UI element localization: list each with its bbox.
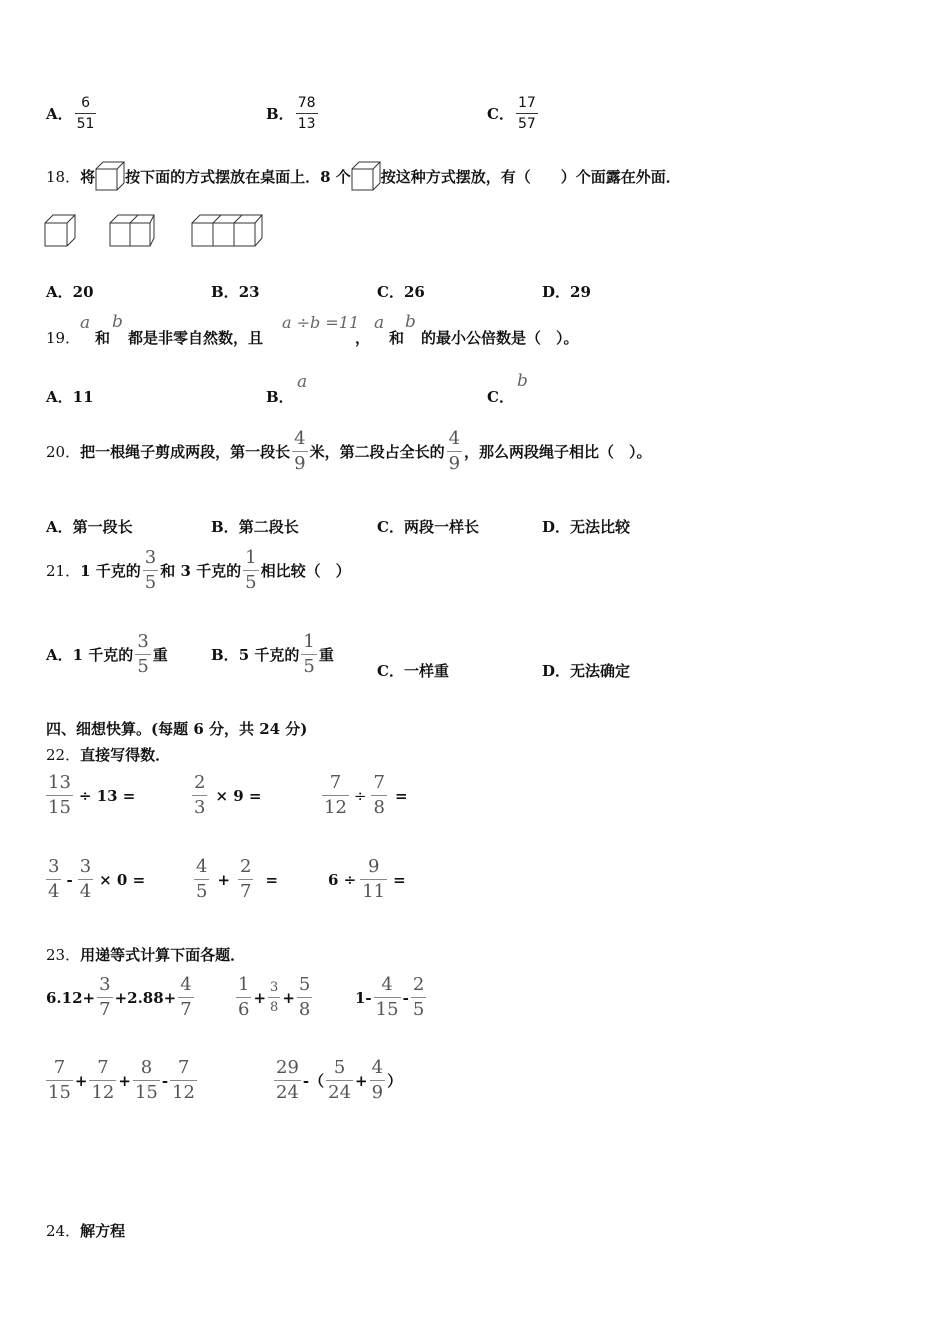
fraction [516,96,538,131]
denominator: 24 [276,1082,299,1103]
fraction [194,858,209,901]
option-text: 1 千克的 [72,646,134,664]
option-letter: A． [46,105,73,123]
operator: ） [387,1072,403,1090]
q18-option-b [211,281,260,302]
option-letter: C． [487,105,514,123]
question-number: 18． [46,167,81,186]
denominator: 4 [48,881,60,902]
option-value: 26 [403,283,425,301]
option-value: 20 [72,283,94,301]
denominator: 9 [294,453,306,474]
q19-text-mid: 都是非零自然数，且 [128,329,264,347]
q23-heading [46,944,245,965]
denominator: 8 [373,797,385,818]
numerator: 7 [329,772,342,793]
q20-option-c [377,516,479,537]
question-number: 22． [46,746,81,764]
fraction [46,1059,73,1102]
numerator: 2 [240,856,252,877]
denominator: 11 [362,881,386,902]
fraction [292,430,307,473]
numerator: 13 [48,772,71,793]
fraction [371,774,386,817]
expr-text: 6.12+ [46,988,96,1007]
denominator: 5 [196,881,208,902]
q22-expr-2 [190,774,261,817]
numerator: 1 [245,547,257,568]
option-letter: A． [46,388,73,406]
fraction [170,1059,197,1102]
q21-text: 1 千克的 [80,562,141,580]
option-letter: D． [542,662,571,680]
fraction [360,858,387,901]
q21-option-a [46,633,168,676]
numerator: 1 [303,631,315,652]
q21-option-c [377,660,449,681]
option-letter: A． [46,283,73,301]
denominator: 12 [91,1082,115,1103]
option-value: 第一段长 [72,518,133,536]
numerator: 2 [412,974,425,995]
option-text: 重 [318,646,334,664]
q21-text: 和 3 千克的 [160,562,242,580]
numerator: 4 [381,974,393,995]
q19-var-a-2: a [374,313,385,333]
expr-rest: = [394,786,408,805]
expr-rest: × 0 = [99,870,146,889]
fraction [46,858,61,901]
denominator: 8 [298,999,311,1020]
numerator: 3 [48,856,60,877]
q20-option-d [542,516,630,537]
numerator: 7 [177,1057,190,1078]
numerator: 1 [238,974,250,995]
option-text: 5 千克的 [238,646,300,664]
numerator: 3 [137,631,149,652]
q23-calc-1 [46,976,196,1019]
q19-var-a: a [80,313,91,333]
fraction [370,1059,385,1102]
q21-option-d [542,660,630,681]
numerator: 6 [81,95,91,111]
fraction [89,1059,116,1102]
fraction [46,774,73,817]
fraction [243,549,258,592]
question-number: 24． [46,1222,81,1240]
option-letter: B． [211,283,239,301]
operator: -（ [302,1072,325,1090]
option-letter: C． [377,662,404,680]
operator: + [253,988,267,1007]
numerator: 4 [196,856,208,877]
q22-heading [46,744,170,765]
numerator: 8 [140,1057,153,1078]
denominator: 7 [180,999,192,1020]
option-value: 无法比较 [570,518,631,536]
operator: + [282,988,295,1007]
q22-expr-4 [44,858,145,901]
numerator: 3 [144,547,157,568]
q21-option-b [211,633,334,676]
numerator: 5 [333,1057,346,1078]
denominator: 4 [79,881,92,902]
option-letter: B． [211,518,239,536]
denominator: 5 [144,572,157,593]
question-number: 21． [46,562,81,580]
fraction [75,96,97,131]
q18-text: 将 [80,167,96,186]
q18-option-a [46,281,94,302]
expr-rest: × 9 = [215,786,262,805]
numerator: 29 [276,1057,299,1078]
option-value: 29 [570,283,591,301]
q17-option-b [266,96,320,131]
q18-option-d [542,281,591,302]
option-letter: B． [211,646,239,664]
question-title: 解方程 [80,1222,126,1240]
denominator: 24 [328,1082,352,1103]
numerator: 17 [517,95,536,111]
fraction [78,858,93,901]
operator: + [355,1071,368,1090]
q19-text-end: 的最小公倍数是（ ）。 [421,329,579,347]
q19-comma: ， [355,329,371,347]
numerator: 3 [270,980,279,995]
option-value: 23 [238,283,260,301]
denominator: 5 [412,999,425,1020]
denominator: 5 [137,656,149,677]
fraction [326,1059,353,1102]
q23-calc-2 [234,976,314,1019]
denominator: 15 [375,999,399,1020]
fraction [97,976,112,1019]
q19-option-c-value: b [517,371,528,391]
numerator: 5 [298,974,311,995]
option-letter: D． [542,518,571,536]
denominator: 13 [297,116,316,132]
numerator: 9 [367,856,380,877]
fraction [274,1059,301,1102]
cube-arrangement-2 [109,214,155,252]
q20-option-b [211,516,299,537]
fraction [135,633,150,676]
q19-var-b-2: b [405,312,416,332]
operator: + [217,870,231,889]
operator: - [402,988,409,1007]
q22-expr-3 [320,774,408,817]
q19-equation: a ÷b =11 [282,313,360,332]
numerator: 4 [294,428,306,449]
operator: - [161,1071,169,1090]
q19-var-b: b [112,312,123,332]
fraction [238,858,253,901]
fraction [447,430,462,473]
option-letter: C． [377,283,404,301]
cube-icon [95,160,125,192]
denominator: 15 [48,797,71,818]
option-value: 11 [72,388,94,406]
q18-text: 按下面的方式摆放在桌面上．8 个 [125,167,351,186]
fraction [143,549,158,592]
question-number: 23． [46,946,81,964]
section-title: 四、细想快算。(每题 6 分，共 24 分) [46,720,308,738]
option-letter: D． [542,283,571,301]
expr-pre: 6 ÷ [328,870,357,889]
q23-calc-5 [272,1059,402,1102]
numerator: 2 [194,772,206,793]
denominator: 15 [48,1082,71,1103]
fraction [301,633,316,676]
q18-text: 按这种方式摆放，有（ ）个面露在外面． [380,167,681,186]
q19-option-b-letter: B． [266,388,294,406]
q19-option-a [46,386,94,407]
fraction [297,976,312,1019]
option-value: 两段一样长 [403,518,479,536]
q17-option-c [487,96,540,131]
q17-option-a [46,96,98,131]
operator: ÷ [353,786,367,805]
q23-calc-4 [44,1059,199,1102]
cube-arrangement-1 [44,214,76,252]
denominator: 9 [448,453,461,474]
q21-text: 相比较（ ） [260,562,351,580]
denominator: 8 [270,1000,279,1015]
question-title: 直接写得数． [80,746,171,764]
denominator: 12 [324,797,347,818]
q19-number: 19． [46,329,81,347]
numerator: 7 [97,1057,109,1078]
q20-text: ，那么两段绳子相比（ ）。 [464,443,652,461]
denominator: 5 [245,572,257,593]
fraction [178,976,193,1019]
numerator: 4 [180,974,192,995]
question-number: 20． [46,443,81,461]
q19-option-b-value: a [297,372,308,392]
expr-rest: = [265,870,279,889]
q18-stem [46,160,681,192]
q21-stem [46,549,351,592]
denominator: 51 [76,116,95,132]
numerator: 4 [448,428,461,449]
q20-text: 把一根绳子剪成两段，第一段长 [80,443,291,461]
option-letter: C． [377,518,404,536]
expr-rest: ÷ 13 = [78,786,136,805]
option-value: 无法确定 [570,662,631,680]
cube-arrangement-3 [191,214,263,252]
q18-option-c [377,281,425,302]
denominator: 12 [172,1082,196,1103]
expr-rest: = [393,870,406,889]
q24-heading [46,1220,125,1241]
operator: + [74,1071,88,1090]
fraction [322,774,349,817]
q22-expr-6 [328,858,406,901]
option-letter: B． [266,105,294,123]
denominator: 57 [517,116,536,132]
numerator: 3 [99,974,111,995]
q19-he-2: 和 [389,329,405,347]
fraction [411,976,426,1019]
q19-option-c-letter: C． [487,388,514,406]
denominator: 3 [194,797,206,818]
fraction [374,976,401,1019]
fraction [296,96,318,131]
q20-stem [46,430,652,473]
numerator: 78 [297,95,316,111]
fraction [192,774,207,817]
operator: + [118,1071,131,1090]
q22-expr-5 [192,858,278,901]
fraction [236,976,251,1019]
option-text: 重 [152,646,168,664]
numerator: 7 [373,772,385,793]
denominator: 9 [371,1082,384,1103]
option-letter: A． [46,646,73,664]
q22-expr-1 [44,774,135,817]
operator: - [66,870,73,889]
denominator: 5 [303,656,315,677]
option-value: 第二段长 [238,518,299,536]
q20-option-a [46,516,133,537]
numerator: 4 [371,1057,384,1078]
denominator: 7 [99,999,111,1020]
cube-icon [351,160,381,192]
q23-calc-3 [355,976,428,1019]
q19-he: 和 [95,329,111,347]
fraction [133,1059,160,1102]
q20-text: 米，第二段占全长的 [309,443,445,461]
expr-text: 1- [355,988,372,1007]
numerator: 7 [53,1057,66,1078]
option-letter: A． [46,518,73,536]
denominator: 6 [238,999,250,1020]
question-title: 用递等式计算下面各题． [80,946,246,964]
fraction [268,981,280,1014]
numerator: 3 [79,856,92,877]
expr-text: +2.88+ [114,988,177,1007]
denominator: 7 [240,881,252,902]
denominator: 15 [134,1082,158,1103]
option-value: 一样重 [403,662,449,680]
